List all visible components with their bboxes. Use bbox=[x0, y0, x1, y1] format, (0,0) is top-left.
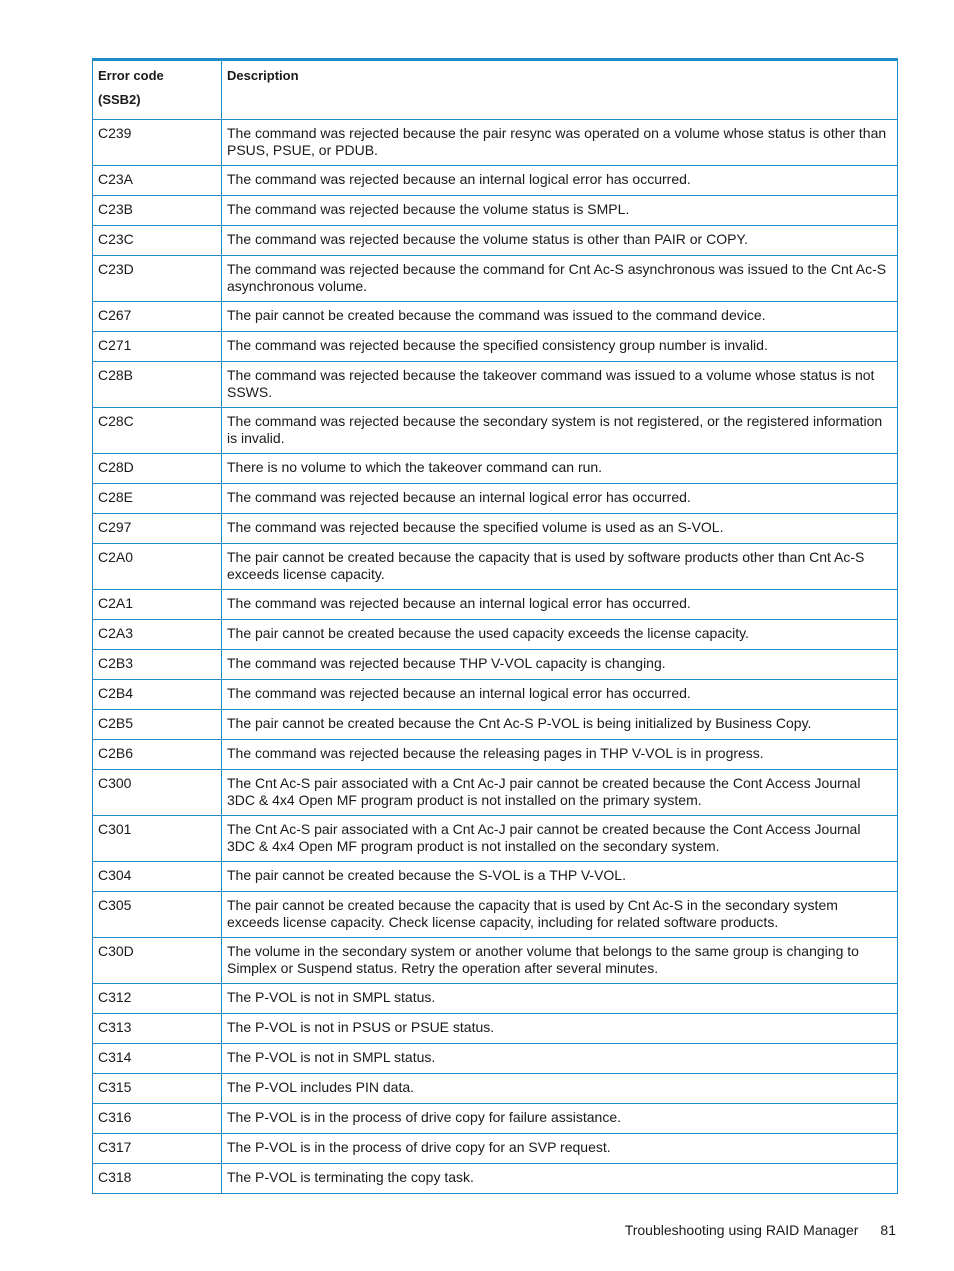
table-row bbox=[93, 1074, 898, 1104]
description-cell: The pair cannot be created because the Cnt Ac-S P-VOL is being initialized by Business Copy. bbox=[222, 710, 898, 740]
table-row bbox=[93, 332, 898, 362]
table-row bbox=[93, 166, 898, 196]
error-code-cell: C314 bbox=[93, 1044, 222, 1074]
table-row bbox=[93, 816, 898, 862]
error-code-cell: C28C bbox=[93, 408, 222, 454]
table-row bbox=[93, 710, 898, 740]
error-code-cell: C239 bbox=[93, 120, 222, 166]
description-cell: The P-VOL is not in SMPL status. bbox=[222, 984, 898, 1014]
table-row bbox=[93, 256, 898, 302]
description-cell: The pair cannot be created because the capacity that is used by software products other than Cnt Ac-S exceeds license capacity. bbox=[222, 544, 898, 590]
error-code-cell: C2B4 bbox=[93, 680, 222, 710]
error-code-cell: C312 bbox=[93, 984, 222, 1014]
table-row bbox=[93, 362, 898, 408]
error-code-cell: C2A1 bbox=[93, 590, 222, 620]
table-row bbox=[93, 196, 898, 226]
description-cell: The pair cannot be created because the command was issued to the command device. bbox=[222, 302, 898, 332]
table-row bbox=[93, 1044, 898, 1074]
error-code-cell: C297 bbox=[93, 514, 222, 544]
description-cell: The command was rejected because an internal logical error has occurred. bbox=[222, 166, 898, 196]
description-cell: The P-VOL is terminating the copy task. bbox=[222, 1164, 898, 1194]
error-code-cell: C23A bbox=[93, 166, 222, 196]
error-code-cell: C2B6 bbox=[93, 740, 222, 770]
table-row bbox=[93, 454, 898, 484]
error-code-cell: C28B bbox=[93, 362, 222, 408]
description-cell: The command was rejected because the command for Cnt Ac-S asynchronous was issued to the Cnt Ac-S asynchronous volume. bbox=[222, 256, 898, 302]
page-footer bbox=[625, 1222, 896, 1238]
error-code-cell: C301 bbox=[93, 816, 222, 862]
table-row bbox=[93, 408, 898, 454]
table-row bbox=[93, 590, 898, 620]
error-code-cell: C313 bbox=[93, 1014, 222, 1044]
description-cell: The command was rejected because an internal logical error has occurred. bbox=[222, 590, 898, 620]
table-row bbox=[93, 484, 898, 514]
table-row bbox=[93, 514, 898, 544]
description-cell: The command was rejected because an internal logical error has occurred. bbox=[222, 680, 898, 710]
header-error-code bbox=[93, 60, 222, 120]
table-row bbox=[93, 938, 898, 984]
header-error-code-line1: Error code bbox=[98, 68, 164, 83]
description-cell: The command was rejected because the pair resync was operated on a volume whose status is other than PSUS, PSUE, or PDUB. bbox=[222, 120, 898, 166]
table-row bbox=[93, 1134, 898, 1164]
table-row bbox=[93, 740, 898, 770]
description-cell: The pair cannot be created because the used capacity exceeds the license capacity. bbox=[222, 620, 898, 650]
error-code-cell: C316 bbox=[93, 1104, 222, 1134]
table-row bbox=[93, 302, 898, 332]
description-cell: The command was rejected because THP V-VOL capacity is changing. bbox=[222, 650, 898, 680]
error-code-cell: C2A3 bbox=[93, 620, 222, 650]
error-code-cell: C304 bbox=[93, 862, 222, 892]
error-code-cell: C317 bbox=[93, 1134, 222, 1164]
table-row bbox=[93, 620, 898, 650]
table-row bbox=[93, 226, 898, 256]
description-cell: The P-VOL is in the process of drive copy for failure assistance. bbox=[222, 1104, 898, 1134]
description-cell: The command was rejected because the releasing pages in THP V-VOL is in progress. bbox=[222, 740, 898, 770]
description-cell: There is no volume to which the takeover command can run. bbox=[222, 454, 898, 484]
error-code-cell: C23D bbox=[93, 256, 222, 302]
description-cell: The volume in the secondary system or another volume that belongs to the same group is changing to Simplex or Suspend status. Retry the operation after several minutes. bbox=[222, 938, 898, 984]
error-code-cell: C267 bbox=[93, 302, 222, 332]
description-cell: The command was rejected because an internal logical error has occurred. bbox=[222, 484, 898, 514]
table-row bbox=[93, 120, 898, 166]
header-error-code-line2: (SSB2) bbox=[98, 92, 141, 107]
description-cell: The P-VOL includes PIN data. bbox=[222, 1074, 898, 1104]
description-cell: The command was rejected because the volume status is SMPL. bbox=[222, 196, 898, 226]
page-number: 81 bbox=[880, 1222, 896, 1238]
error-code-cell: C30D bbox=[93, 938, 222, 984]
table-row bbox=[93, 680, 898, 710]
description-cell: The pair cannot be created because the capacity that is used by Cnt Ac-S in the secondary system exceeds license capacity. Check license capacity, including for related software products. bbox=[222, 892, 898, 938]
table-header-row bbox=[93, 60, 898, 120]
table-row bbox=[93, 1014, 898, 1044]
description-cell: The P-VOL is in the process of drive copy for an SVP request. bbox=[222, 1134, 898, 1164]
description-cell: The Cnt Ac-S pair associated with a Cnt Ac-J pair cannot be created because the Cont Access Journal 3DC & 4x4 Open MF program product is not installed on the secondary system. bbox=[222, 816, 898, 862]
description-cell: The command was rejected because the secondary system is not registered, or the registered information is invalid. bbox=[222, 408, 898, 454]
table-row bbox=[93, 1104, 898, 1134]
error-code-cell: C2B5 bbox=[93, 710, 222, 740]
description-cell: The command was rejected because the takeover command was issued to a volume whose status is not SSWS. bbox=[222, 362, 898, 408]
description-cell: The P-VOL is not in PSUS or PSUE status. bbox=[222, 1014, 898, 1044]
header-description: Description bbox=[222, 60, 898, 120]
table-row bbox=[93, 1164, 898, 1194]
error-code-cell: C300 bbox=[93, 770, 222, 816]
error-code-cell: C318 bbox=[93, 1164, 222, 1194]
description-cell: The P-VOL is not in SMPL status. bbox=[222, 1044, 898, 1074]
error-code-cell: C305 bbox=[93, 892, 222, 938]
error-code-cell: C28E bbox=[93, 484, 222, 514]
table-row bbox=[93, 984, 898, 1014]
table-row bbox=[93, 770, 898, 816]
error-code-table bbox=[92, 58, 898, 1194]
error-code-cell: C28D bbox=[93, 454, 222, 484]
description-cell: The command was rejected because the specified volume is used as an S-VOL. bbox=[222, 514, 898, 544]
description-cell: The pair cannot be created because the S-VOL is a THP V-VOL. bbox=[222, 862, 898, 892]
error-code-cell: C2B3 bbox=[93, 650, 222, 680]
footer-section-title: Troubleshooting using RAID Manager bbox=[624, 1222, 859, 1238]
description-cell: The command was rejected because the specified consistency group number is invalid. bbox=[222, 332, 898, 362]
description-cell: The command was rejected because the volume status is other than PAIR or COPY. bbox=[222, 226, 898, 256]
table-row bbox=[93, 892, 898, 938]
error-code-cell: C2A0 bbox=[93, 544, 222, 590]
table-row bbox=[93, 544, 898, 590]
error-code-cell: C315 bbox=[93, 1074, 222, 1104]
error-code-cell: C23B bbox=[93, 196, 222, 226]
table-body bbox=[93, 120, 898, 1194]
error-code-cell: C23C bbox=[93, 226, 222, 256]
description-cell: The Cnt Ac-S pair associated with a Cnt Ac-J pair cannot be created because the Cont Access Journal 3DC & 4x4 Open MF program product is not installed on the primary system. bbox=[222, 770, 898, 816]
table-row bbox=[93, 650, 898, 680]
table-row bbox=[93, 862, 898, 892]
error-code-cell: C271 bbox=[93, 332, 222, 362]
